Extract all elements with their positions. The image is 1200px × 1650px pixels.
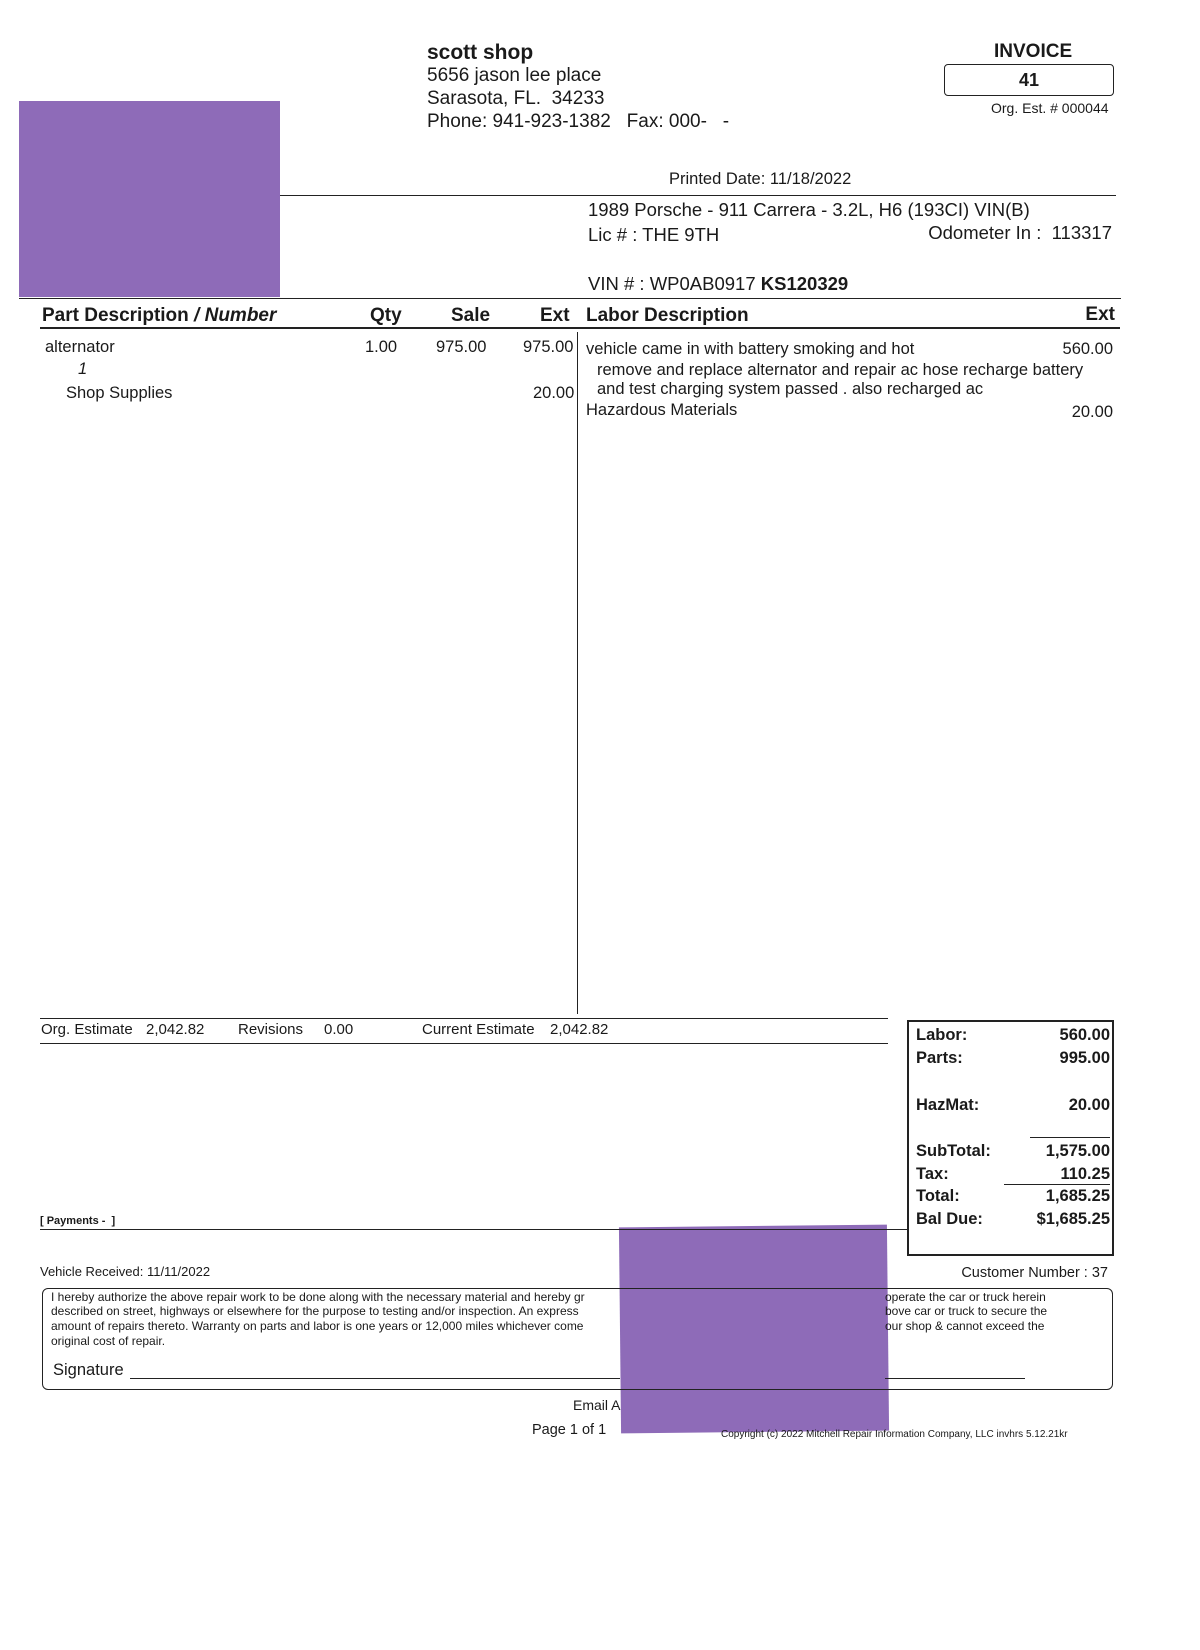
labor-header-description: Labor Description: [586, 305, 749, 326]
labor-line: remove and replace alternator and repair ac hose recharge battery: [597, 361, 1084, 379]
balance-due-label: Bal Due:: [916, 1210, 983, 1228]
payments-label: [ Payments - ]: [40, 1215, 116, 1227]
shop-name: scott shop: [427, 41, 534, 64]
payments-rule: [40, 1229, 908, 1230]
parts-labor-divider: [577, 332, 578, 1014]
odometer-in: Odometer In : 113317: [928, 222, 1112, 243]
totals-box: [907, 1020, 1114, 1256]
authorization-line: original cost of repair.: [51, 1334, 166, 1348]
hazmat-total-value: 20.00: [1068, 1096, 1110, 1114]
labor-line: vehicle came in with battery smoking and hot: [586, 340, 915, 358]
header-divider: [280, 195, 1116, 196]
parts-total-value: 995.00: [1059, 1049, 1110, 1067]
vin: [588, 273, 848, 295]
authorization-line: amount of repairs thereto. Warranty on parts and labor is one years or 12,000 miles whichever come: [51, 1319, 584, 1333]
subtotal-rule: [1030, 1137, 1110, 1138]
invoice-number-box: [944, 64, 1114, 96]
subtotal-label: SubTotal:: [916, 1142, 991, 1160]
invoice-number: 41: [1018, 70, 1040, 90]
printed-date: Printed Date: 11/18/2022: [669, 170, 852, 188]
labor-ext: 20.00: [1071, 403, 1113, 421]
authorization-line: I hereby authorize the above repair work to be done along with the necessary material and hereby gr: [51, 1290, 585, 1304]
part-qty: 1.00: [365, 338, 398, 356]
labor-line: Hazardous Materials: [586, 401, 738, 419]
total-label: Total:: [916, 1187, 960, 1205]
copyright: Copyright (c) 2022 Mitchell Repair Information Company, LLC invhrs 5.12.21kr: [721, 1429, 1068, 1440]
vehicle-received: Vehicle Received: 11/11/2022: [40, 1264, 211, 1279]
labor-line: and test charging system passed . also recharged ac: [597, 380, 984, 398]
parts-header-ext: Ext: [540, 305, 570, 326]
hazmat-total-label: HazMat:: [916, 1096, 980, 1114]
vehicle-description: 1989 Porsche - 911 Carrera - 3.2L, H6 (193CI) VIN(B): [588, 199, 1030, 220]
authorization-line: described on street, highways or elsewhere for the purpose to testing and/or inspection. An express: [51, 1304, 579, 1318]
estimate-top-rule: [40, 1018, 888, 1019]
revisions-label: Revisions: [238, 1021, 304, 1038]
tax-label: Tax:: [916, 1165, 949, 1183]
parts-header-number-label: / Number: [194, 305, 277, 326]
redacted-logo-area: [19, 101, 280, 297]
revisions-value: 0.00: [324, 1021, 354, 1038]
email-label: Email A: [573, 1397, 621, 1413]
org-est-number: Org. Est. # 000044: [991, 100, 1109, 116]
shop-address: 5656 jason lee place: [427, 65, 602, 86]
current-estimate-value: 2,042.82: [550, 1021, 609, 1038]
signature-label: Signature: [53, 1361, 124, 1379]
parts-header-description: [42, 305, 276, 327]
parts-header-description-label: Part Description: [42, 305, 189, 326]
labor-header-ext: Ext: [1085, 304, 1115, 325]
shop-city: Sarasota, FL. 34233: [427, 88, 605, 109]
tax-value: 110.25: [1060, 1165, 1110, 1183]
org-estimate-label: Org. Estimate: [41, 1021, 133, 1038]
authorization-line: bove car or truck to secure the: [885, 1304, 1048, 1318]
balance-due-value: $1,685.25: [1036, 1210, 1110, 1228]
table-header-rule: [40, 327, 1120, 329]
current-estimate-label: Current Estimate: [422, 1021, 535, 1038]
parts-header-sale: Sale: [451, 305, 491, 326]
page-number: Page 1 of 1: [532, 1422, 607, 1438]
shop-phone: Phone: 941-923-1382 Fax: 000- -: [427, 111, 730, 132]
estimate-bottom-rule: [40, 1043, 888, 1044]
part-name: alternator: [45, 338, 115, 356]
table-top-rule: [19, 298, 1121, 299]
invoice-title: INVOICE: [994, 41, 1073, 62]
vin-label: VIN # : WP0AB0917: [588, 273, 756, 294]
parts-header-qty: Qty: [370, 305, 402, 326]
labor-total-label: Labor:: [916, 1026, 968, 1044]
authorization-line: our shop & cannot exceed the: [885, 1319, 1045, 1333]
signature-line: [130, 1378, 620, 1379]
part-name: Shop Supplies: [66, 384, 173, 402]
parts-total-label: Parts:: [916, 1049, 963, 1067]
part-sale: 975.00: [436, 338, 487, 356]
total-value: 1,685.25: [1045, 1187, 1110, 1205]
subtotal-value: 1,575.00: [1045, 1142, 1110, 1160]
authorization-line: operate the car or truck herein: [885, 1290, 1046, 1304]
org-estimate-value: 2,042.82: [146, 1021, 205, 1038]
part-number: 1: [78, 360, 88, 378]
total-rule: [1004, 1184, 1110, 1185]
customer-number: Customer Number : 37: [961, 1265, 1108, 1281]
labor-ext: 560.00: [1062, 340, 1113, 358]
vin-suffix: KS120329: [760, 273, 849, 294]
part-ext: 975.00: [523, 338, 574, 356]
part-ext: 20.00: [533, 384, 575, 402]
license-plate: Lic # : THE 9TH: [588, 224, 720, 245]
labor-total-value: 560.00: [1059, 1026, 1110, 1044]
signature-line-right: [885, 1378, 1025, 1379]
